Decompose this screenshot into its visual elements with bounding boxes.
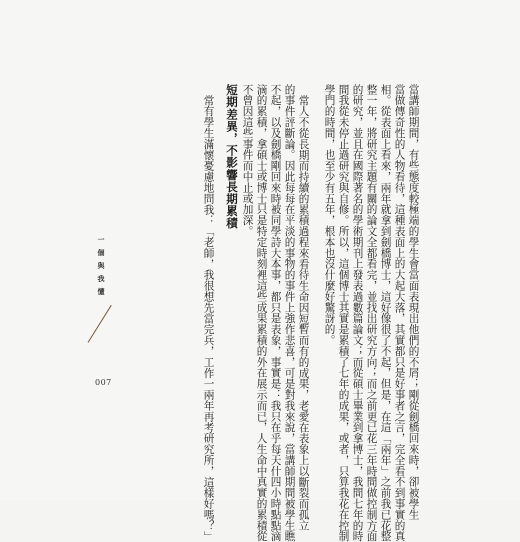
text-column-3: 相。從表面上看來，兩年就拿到劍橋博士，這好像很了不起，但是，在這「兩年」之前我已花整 (379, 84, 392, 542)
text-column-1: 當講師期間，有些態度較極端的學生會當面表現出他們的不屑；剛從劍橋回來時，卻被學生 (407, 84, 420, 520)
text-column-13: 常有學生滿懷憂慮地問我：「老師，我很想先當完兵，工作一兩年再考研究所，這樣好嗎？」 (202, 95, 215, 542)
text-column-8: 常人不從長期而持續的累積過程來看待生命因短暫而有的成果，老愛在表象上以斷裂而孤立 (297, 95, 310, 531)
running-header-title: 一個與我懂 (97, 236, 106, 301)
text-column-7: 學門的時間，也至少有五年，根本也沒什麼好驚訝的。 (323, 84, 336, 346)
text-column-5: 的研究，並且在國際著名的學術期刊上發表過數篇論文；而從碩士畢業到拿博士，我間七年的時 (351, 84, 364, 542)
page-number: 007 (95, 378, 112, 387)
section-heading: 短期差異，不影響長期累積 (225, 84, 239, 230)
text-column-11: 滴的累積，拿碩士或博士只是特定時刻裡這些成果累積的外在展示而已，人生命中真實的累積從 (255, 84, 268, 542)
header-slash-ornament (88, 305, 112, 343)
text-column-4: 整一年，將研究主題有關的論文全都看完，並找出研究方向；而之前更已花三年時間做控制方面 (365, 84, 378, 542)
text-column-9: 的事件評斷論。因此每每在平淡的事物的事件上強作悲喜，可是對我來說，當講師期間被學生瞧 (283, 84, 296, 542)
text-column-12: 不曾因這些事件而中止或加深。 (241, 84, 254, 237)
text-column-10: 不起，以及劍橋剛回來時被同學詩大本事，都只是表象，事實是：我只在乎每天什四小時點點滴 (269, 84, 282, 542)
text-column-2: 當做傳奇性的人物看待，這種表面上的大起大落，其實都只是好事者之言，完全看不到事實的真 (393, 84, 406, 542)
text-column-6: 間我從未停止過研究與自修。所以，這個博士其實是累積了七年的成果，或者，只算我花在控制 (337, 84, 350, 542)
